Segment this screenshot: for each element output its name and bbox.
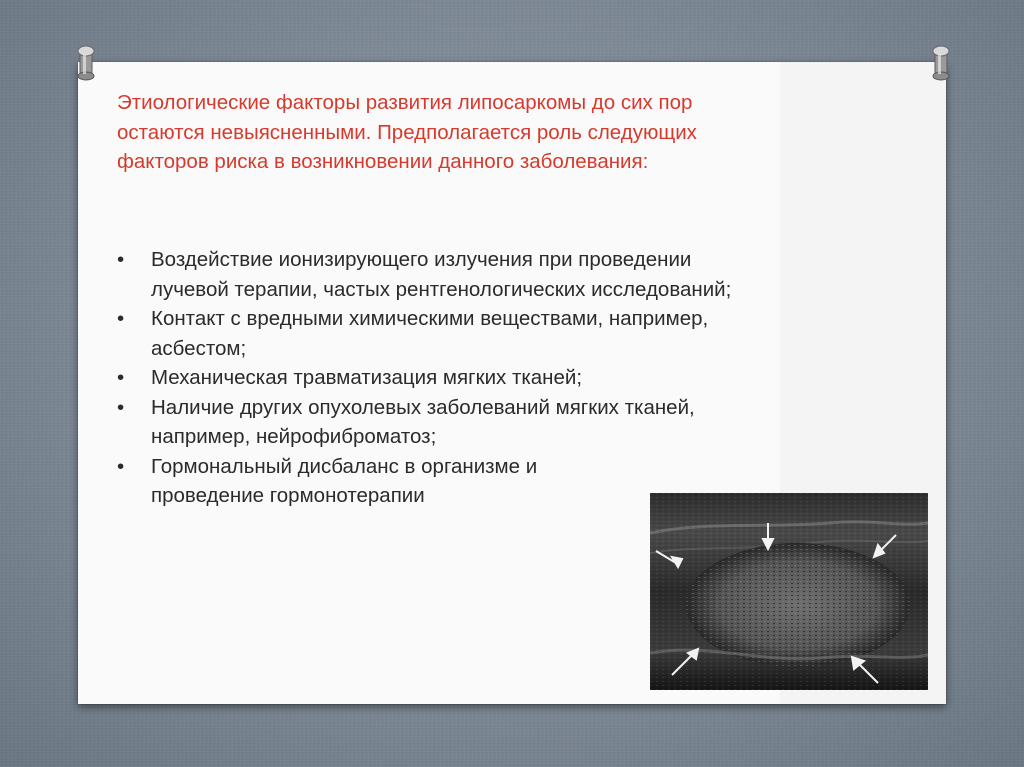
bullet-icon: • xyxy=(117,366,125,389)
list-item-text: Гормональный дисбаланс в организме и проведение гормонотерапии xyxy=(151,454,538,507)
list-item-text: Контакт с вредными химическими веществами, например, асбестом; xyxy=(151,307,709,360)
bullet-icon: • xyxy=(117,454,125,478)
pushpin-left-icon xyxy=(74,42,98,82)
risk-factors-list xyxy=(117,245,757,511)
list-item xyxy=(117,452,651,511)
bullet-icon: • xyxy=(117,307,125,330)
list-item xyxy=(117,393,757,452)
bullet-icon: • xyxy=(117,395,125,419)
bullet-icon: • xyxy=(117,248,125,271)
ultrasound-image xyxy=(650,493,928,690)
list-item-text: Воздействие ионизирующего излучения при проведении лучевой терапии, частых рентгенологических исследований; xyxy=(151,248,732,301)
list-item xyxy=(117,363,757,393)
intro-paragraph: Этиологические факторы развития липосаркомы до сих пор остаются невыясненными. Предполагается роль следующих факторов риска в возникновении данного заболевания: xyxy=(117,91,697,173)
ultrasound-scan-graphic xyxy=(650,493,928,690)
list-item xyxy=(117,245,757,304)
list-item-text: Механическая травматизация мягких тканей; xyxy=(151,366,583,389)
list-item-text: Наличие других опухолевых заболеваний мягких тканей, например, нейрофиброматоз; xyxy=(151,395,695,448)
list-item xyxy=(117,304,757,363)
pushpin-right-icon xyxy=(929,42,953,82)
